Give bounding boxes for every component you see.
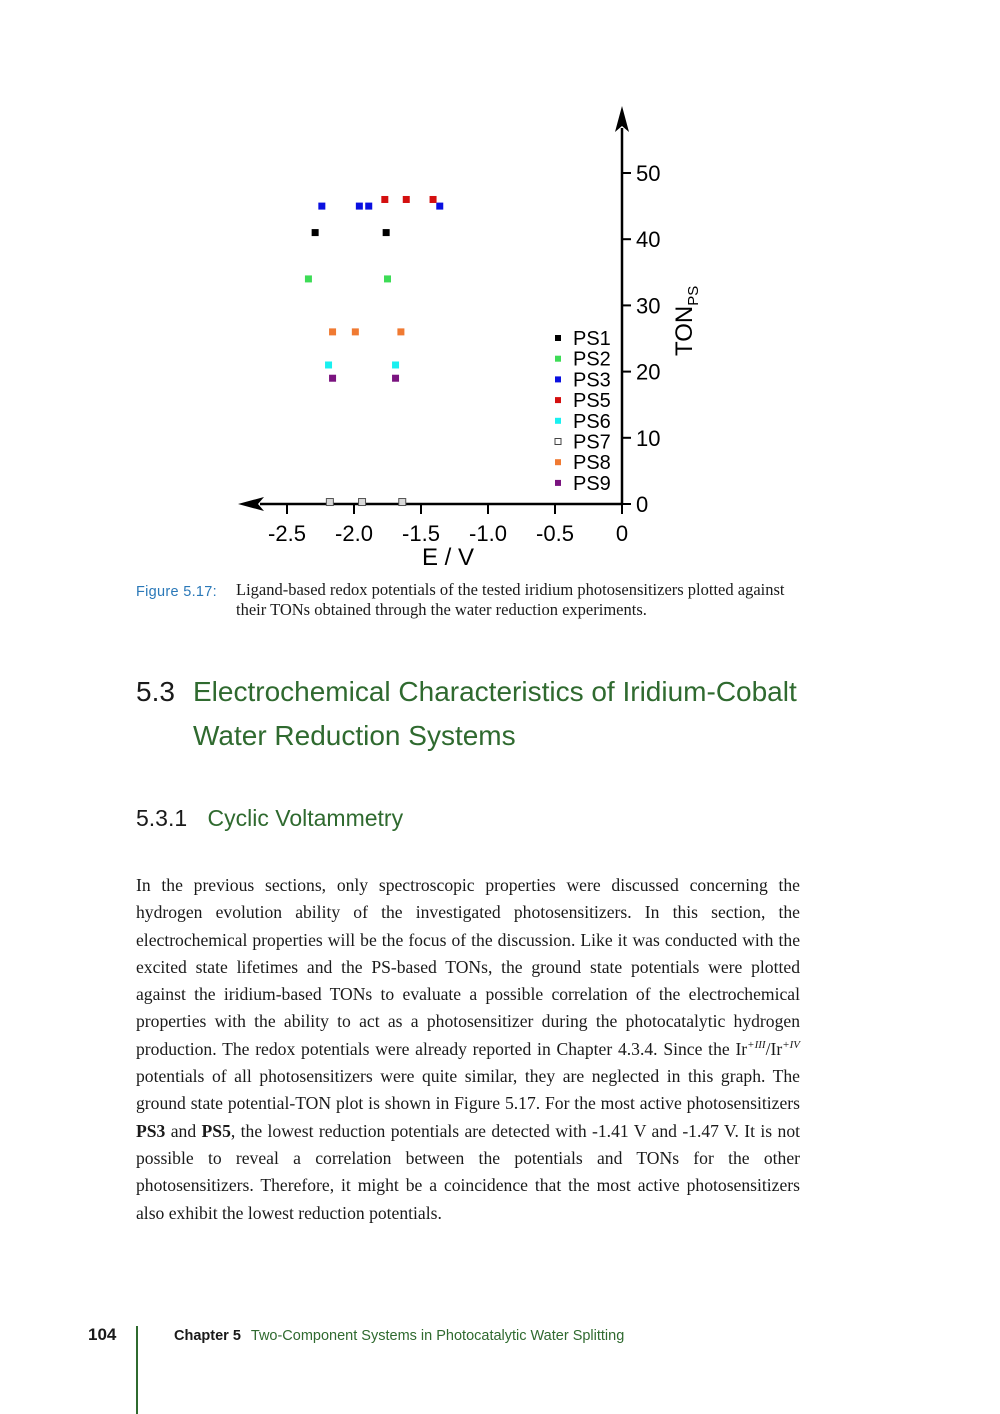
- data-point-ps5: [403, 196, 410, 203]
- data-point-ps5: [430, 196, 437, 203]
- figure-caption: [136, 580, 806, 620]
- bold-ps3: PS3: [136, 1120, 166, 1141]
- y-tick-label: 30: [636, 293, 661, 319]
- chart-points: [305, 196, 443, 506]
- legend-label-ps7: PS7: [573, 431, 611, 454]
- y-tick-label: 40: [636, 227, 661, 253]
- x-tick-label: -0.5: [536, 521, 574, 546]
- data-point-ps2: [305, 275, 312, 282]
- data-point-ps6: [392, 361, 399, 368]
- data-point-ps1: [312, 229, 319, 236]
- data-point-ps6: [325, 361, 332, 368]
- legend-marker-ps1: [555, 335, 561, 341]
- y-tick-label: 50: [636, 161, 661, 186]
- page-number: 104: [88, 1325, 117, 1344]
- data-point-ps9: [329, 375, 336, 382]
- legend-marker-ps3: [555, 376, 561, 382]
- bold-ps5: PS5: [201, 1120, 231, 1141]
- oxidation-state-iv: +IV: [782, 1038, 800, 1051]
- legend-marker-ps5: [555, 397, 561, 403]
- data-point-ps8: [352, 328, 359, 335]
- section-title: Electrochemical Characteristics of Iridium-Cobalt Water Reduction Systems: [193, 676, 797, 751]
- x-tick-label: 0: [615, 521, 629, 546]
- body-text-part-3: , the lowest reduction potentials are detected with -1.41 V and -1.47 V. It is not possible to reveal a correlation between the potentials and TONs for the other photosensitizers. Therefore, it might be a coincidence that the most active photosensitizers also exhibit the lowest reduction potentials.: [136, 1120, 800, 1223]
- section-heading: [136, 670, 856, 758]
- data-point-ps3: [318, 203, 325, 210]
- subsection-title: Cyclic Voltammetry: [207, 805, 404, 831]
- data-point-ps7: [359, 499, 366, 506]
- running-footer: [174, 1328, 624, 1344]
- figure-caption-text: Ligand-based redox potentials of the tested iridium photosensitizers plotted against their TONs obtained through the water reduction experiments.: [236, 580, 785, 619]
- data-point-ps2: [384, 275, 391, 282]
- body-text-part-1: In the previous sections, only spectroscopic properties were discussed concerning the hydrogen evolution ability of the investigated photosensitizers. In this section, the electrochemical properties will be the focus of the discussion. Like it was conducted with the excited state lifetimes and the PS-based TONs, the ground state potentials were plotted against the iridium-based TONs to evaluate a possible correlation of the electrochemical properties with the ability to act as a photosensitizer during the photocatalytic hydrogen production. The redox potentials were already reported in Chapter 4.3.4. Since the Ir: [136, 875, 800, 1059]
- x-tick-label: -2.5: [268, 521, 306, 546]
- y-axis-label: [671, 286, 702, 356]
- body-text-slash: /Ir: [765, 1038, 783, 1059]
- data-point-ps9: [392, 375, 399, 382]
- legend-label-ps3: PS3: [573, 369, 611, 392]
- x-tick-label: -1.5: [402, 521, 440, 546]
- chart-legend: [555, 328, 611, 495]
- chart-axes: [238, 106, 702, 571]
- data-point-ps7: [399, 499, 406, 506]
- footer-chapter-label: Chapter 5: [174, 1328, 241, 1344]
- y-axis-label-main: TON: [671, 305, 698, 356]
- legend-marker-ps6: [555, 418, 561, 424]
- x-axis-label: E / V: [421, 544, 475, 571]
- data-point-ps5: [381, 196, 388, 203]
- data-point-ps8: [329, 328, 336, 335]
- legend-label-ps6: PS6: [573, 410, 611, 433]
- subsection-heading: [136, 803, 836, 833]
- legend-marker-ps9: [555, 480, 561, 486]
- subsection-number: 5.3.1: [136, 805, 188, 831]
- legend-label-ps5: PS5: [573, 390, 611, 413]
- legend-marker-ps8: [555, 459, 561, 465]
- data-point-ps1: [383, 229, 390, 236]
- legend-label-ps9: PS9: [573, 472, 611, 495]
- footer-chapter-title: Two-Component Systems in Photocatalytic Water Splitting: [250, 1328, 625, 1344]
- legend-label-ps2: PS2: [573, 348, 611, 371]
- data-point-ps8: [397, 328, 404, 335]
- data-point-ps3: [356, 203, 363, 210]
- legend-marker-ps2: [555, 356, 561, 362]
- body-text-and: and: [165, 1120, 202, 1141]
- oxidation-state-iii: +III: [747, 1038, 766, 1051]
- y-tick-label: 0: [636, 492, 649, 517]
- data-point-ps3: [365, 203, 372, 210]
- legend-label-ps8: PS8: [573, 452, 611, 475]
- y-tick-label: 20: [636, 359, 661, 385]
- footer-rule: [136, 1326, 138, 1414]
- y-tick-label: 10: [636, 425, 661, 451]
- figure-caption-label: Figure 5.17:: [136, 584, 217, 600]
- body-text-part-2: potentials of all photosensitizers were quite similar, they are neglected in this graph. The ground state potential-TON plot is shown in Figure 5.17. For the most active photosensitizers: [136, 1066, 800, 1114]
- section-number: 5.3: [136, 676, 175, 707]
- legend-marker-ps7: [555, 439, 561, 445]
- data-point-ps7: [326, 499, 333, 506]
- x-tick-label: -1.0: [469, 521, 507, 546]
- legend-label-ps1: PS1: [573, 328, 611, 350]
- figure-5-17-chart: [0, 0, 1000, 580]
- data-point-ps3: [436, 203, 443, 210]
- x-tick-label: -2.0: [335, 521, 373, 546]
- body-paragraph: [136, 872, 800, 1227]
- y-axis-label-subscript: PS: [685, 285, 702, 306]
